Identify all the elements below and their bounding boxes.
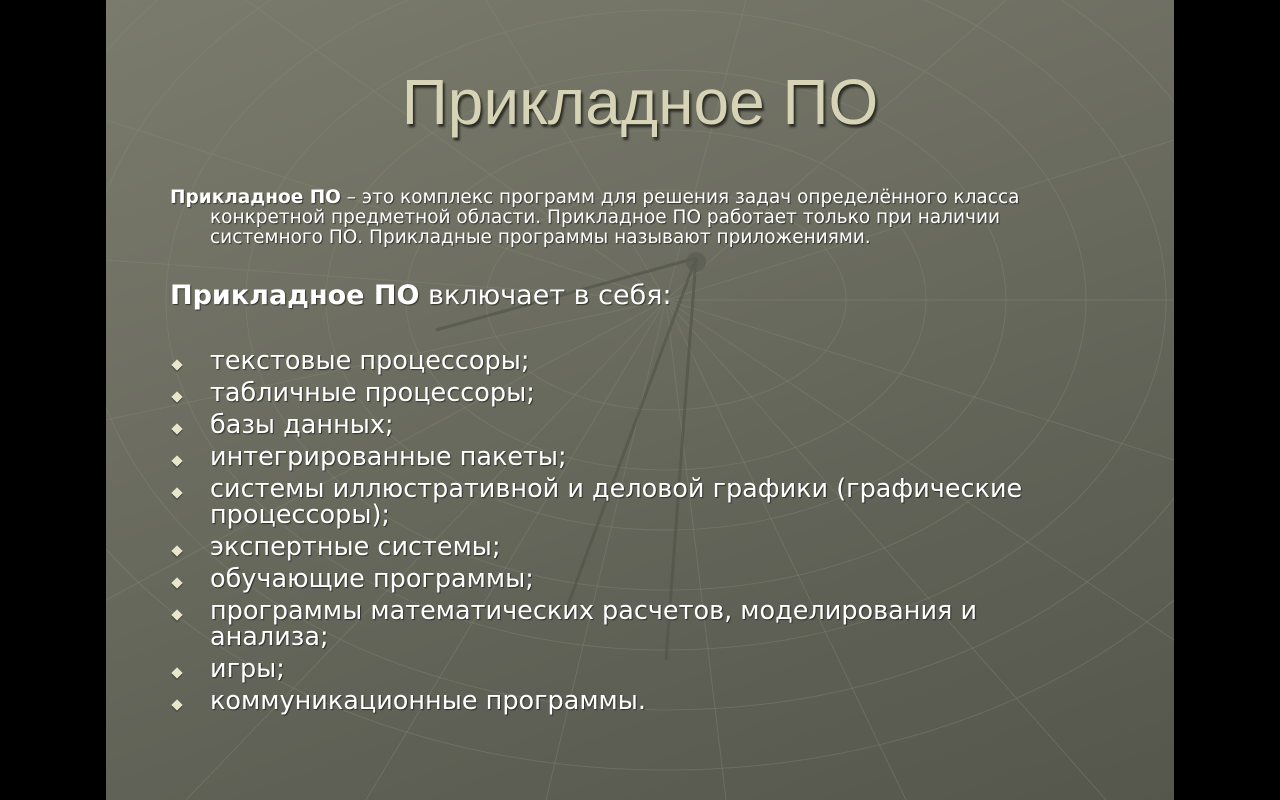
bullet-text: игры; [210, 654, 285, 684]
diamond-bullet-icon [171, 455, 182, 466]
bullet-item [170, 348, 1130, 374]
bullet-text: обучающие программы; [210, 564, 534, 594]
diamond-bullet-icon [171, 487, 182, 498]
includes-heading [170, 278, 1120, 314]
includes-term: Прикладное ПО [170, 280, 420, 311]
bullet-text: программы математических расчетов, моделирования и [210, 596, 978, 626]
diamond-bullet-icon [171, 609, 182, 620]
diamond-bullet-icon [171, 423, 182, 434]
diamond-bullet-icon [171, 699, 182, 710]
bullet-item [170, 412, 1130, 438]
includes-text: включает в себя: [419, 280, 672, 311]
bullet-text: коммуникационные программы. [210, 686, 647, 716]
definition-line-1-text: – это комплекс программ для решения задач определённого класса [340, 187, 1020, 208]
diamond-bullet-icon [171, 577, 182, 588]
bullet-list [170, 348, 1130, 720]
bullet-item [170, 656, 1130, 682]
bullet-text: текстовые процессоры; [210, 346, 530, 376]
diamond-bullet-icon [171, 359, 182, 370]
bullet-text: процессоры); [210, 500, 391, 530]
diamond-bullet-icon [171, 667, 182, 678]
bullet-item [170, 444, 1130, 470]
definition-paragraph [170, 188, 1120, 248]
bullet-item [170, 476, 1130, 528]
bullet-item [170, 688, 1130, 714]
bullet-text: интегрированные пакеты; [210, 442, 567, 472]
bullet-text: базы данных; [210, 410, 394, 440]
bullet-text: экспертные системы; [210, 532, 501, 562]
bullet-text: анализа; [210, 622, 329, 652]
diamond-bullet-icon [171, 391, 182, 402]
diamond-bullet-icon [171, 545, 182, 556]
bullet-item [170, 566, 1130, 592]
bullet-text: табличные процессоры; [210, 378, 535, 408]
bullet-item [170, 380, 1130, 406]
slide-title: Прикладное ПО [401, 66, 879, 138]
definition-line-3: системного ПО. Прикладные программы называют приложениями. [210, 227, 871, 248]
bullet-text: системы иллюстративной и деловой графики (графические [210, 474, 1023, 504]
definition-line-1 [170, 188, 1120, 208]
bullet-item [170, 534, 1130, 560]
definition-line-2: конкретной предметной области. Прикладное ПО работает только при наличии [210, 207, 1001, 228]
slide [106, 0, 1174, 800]
bullet-item [170, 598, 1130, 650]
definition-term: Прикладное ПО [170, 187, 341, 208]
